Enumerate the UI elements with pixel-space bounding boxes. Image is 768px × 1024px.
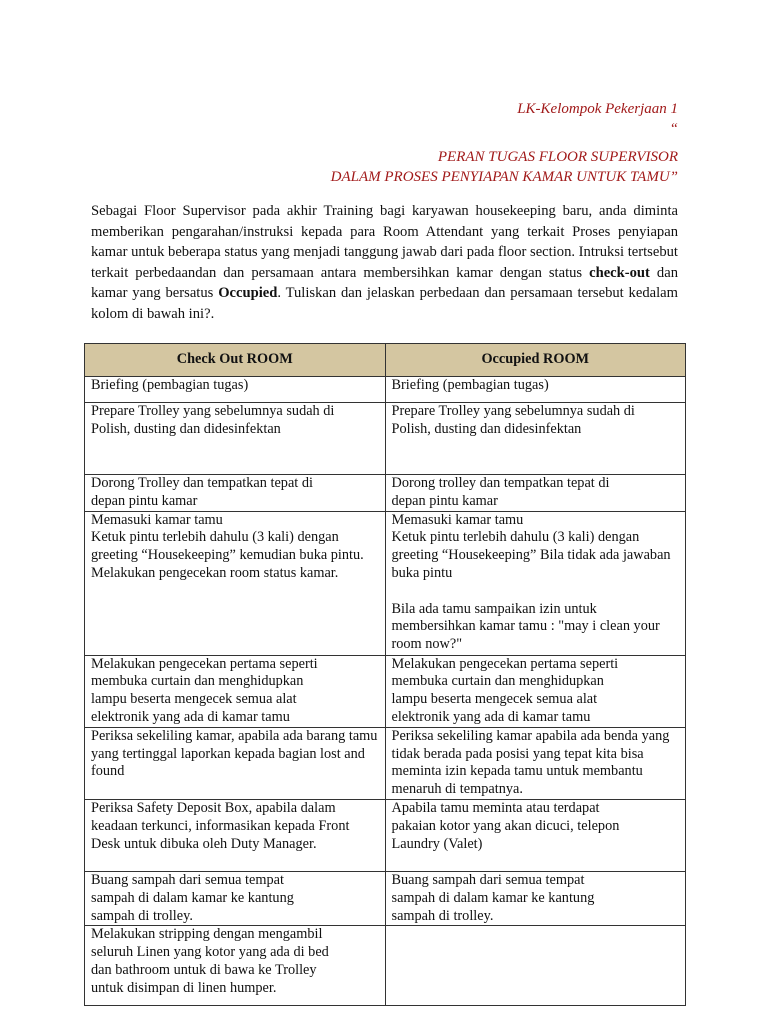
checkout-cell: Melakukan stripping dengan mengambil seluruh Linen yang kotor yang ada di bed dan bathroom untuk di bawa ke Trolley untuk disimpan di linen humper. xyxy=(85,926,386,1006)
occupied-cell: Dorong trolley dan tempatkan tepat di depan pintu kamar xyxy=(385,475,686,512)
intro-text-3: . Tuliskan dan jelaskan perbedaan dan persamaan tersebut kedalam kolom di bawah ini?. xyxy=(91,285,678,322)
occupied-cell xyxy=(385,926,686,1006)
intro-text-2: dan kamar yang bersatus xyxy=(91,264,678,302)
title-line-2: DALAM PROSES PENYIAPAN KAMAR UNTUK TAMU” xyxy=(330,169,678,185)
checkout-cell: Dorong Trolley dan tempatkan tepat di depan pintu kamar xyxy=(85,475,386,512)
occupied-cell: Briefing (pembagian tugas) xyxy=(385,377,686,403)
column-header-occupied: Occupied ROOM xyxy=(385,344,686,377)
table-row xyxy=(85,871,686,925)
intro-bold-checkout: check-out xyxy=(589,264,650,281)
table-row xyxy=(85,475,686,512)
column-header-checkout: Check Out ROOM xyxy=(85,344,386,377)
table-row xyxy=(85,403,686,475)
worksheet-label: LK-Kelompok Pekerjaan 1 xyxy=(517,101,678,117)
checkout-cell: Buang sampah dari semua tempat sampah di dalam kamar ke kantung sampah di trolley. xyxy=(85,871,386,925)
table-row xyxy=(85,926,686,1006)
document-header xyxy=(331,99,678,187)
quote-mark: “ xyxy=(669,121,678,137)
table-row xyxy=(85,655,686,727)
checkout-cell: Melakukan pengecekan pertama seperti membuka curtain dan menghidupkan lampu beserta mengecek semua alat elektronik yang ada di kamar tamu xyxy=(85,655,386,727)
occupied-cell: Melakukan pengecekan pertama seperti membuka curtain dan menghidupkan lampu beserta mengecek semua alat elektronik yang ada di kamar tamu xyxy=(385,655,686,727)
occupied-cell: Apabila tamu meminta atau terdapat pakaian kotor yang akan dicuci, telepon Laundry (Valet) xyxy=(385,799,686,871)
occupied-cell: Prepare Trolley yang sebelumnya sudah di Polish, dusting dan didesinfektan xyxy=(385,403,686,475)
checkout-cell: Briefing (pembagian tugas) xyxy=(85,377,386,403)
table-row xyxy=(85,799,686,871)
table-row xyxy=(85,727,686,799)
occupied-cell: Memasuki kamar tamu Ketuk pintu terlebih dahulu (3 kali) dengan greeting “Housekeeping” Bila tidak ada jawaban buka pintu Bila ada tamu sampaikan izin untuk membersihkan kamar tamu : "may i clean your room now?" xyxy=(385,511,686,655)
intro-bold-occupied: Occupied xyxy=(218,285,278,302)
occupied-cell: Buang sampah dari semua tempat sampah di dalam kamar ke kantung sampah di trolley. xyxy=(385,871,686,925)
table-row xyxy=(85,377,686,403)
intro-text-1: Sebagai Floor Supervisor pada akhir Training bagi karyawan housekeeping baru, anda diminta memberikan pengarahan/instruksi kepada para Room Attendant yang terkait Proses penyiapan kamar untuk beberapa status yang menjadi tanggung jawab dari pada floor section. Intruksi tertsebut terkait perbedaandan dan persamaan antara membersihkan kamar dengan status xyxy=(91,203,678,281)
title-line-1: PERAN TUGAS FLOOR SUPERVISOR xyxy=(437,149,678,165)
checkout-cell: Periksa Safety Deposit Box, apabila dalam keadaan terkunci, informasikan kepada Front Desk untuk dibuka oleh Duty Manager. xyxy=(85,799,386,871)
table-row xyxy=(85,511,686,655)
table-header-row xyxy=(85,344,686,377)
header-gap xyxy=(331,139,678,147)
instruction-paragraph xyxy=(91,201,678,325)
comparison-table xyxy=(84,343,686,1006)
checkout-cell: Periksa sekeliling kamar, apabila ada barang tamu yang tertinggal laporkan kepada bagian lost and found xyxy=(85,727,386,799)
occupied-cell: Periksa sekeliling kamar apabila ada benda yang tidak berada pada posisi yang tepat kita bisa meminta izin kepada tamu untuk membantu menaruh di tempatnya. xyxy=(385,727,686,799)
checkout-cell: Memasuki kamar tamu Ketuk pintu terlebih dahulu (3 kali) dengan greeting “Housekeeping” kemudian buka pintu. Melakukan pengecekan room status kamar. xyxy=(85,511,386,655)
checkout-cell: Prepare Trolley yang sebelumnya sudah di Polish, dusting dan didesinfektan xyxy=(85,403,386,475)
